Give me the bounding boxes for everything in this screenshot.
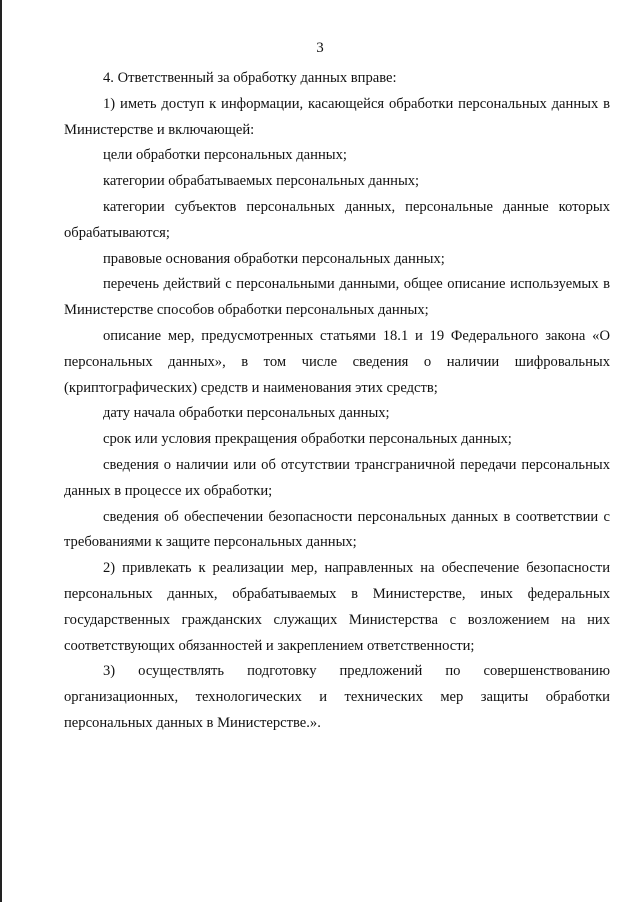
- paragraph-measures-description: описание мер, предусмотренных статьями 18.1 и 19 Федерального закона «О персональных данных», в том числе сведения о наличии шифровальных (криптографических) средств и наименования этих средств;: [64, 327, 610, 396]
- paragraph-subitem-1: 1) иметь доступ к информации, касающейся обработки персональных данных в Министерстве и включающей:: [64, 95, 610, 138]
- paragraph-item-4: 4. Ответственный за обработку данных вправе:: [103, 70, 397, 86]
- paragraph-cross-border-transfer: сведения о наличии или об отсутствии трансграничной передачи персональных данных в процессе их обработки;: [64, 456, 610, 499]
- paragraph-security-provision: сведения об обеспечении безопасности персональных данных в соответствии с требованиями к защите персональных данных;: [64, 508, 610, 551]
- paragraph-subject-categories: категории субъектов персональных данных, персональные данные которых обрабатываются;: [64, 198, 610, 241]
- paragraph-actions-list: перечень действий с персональными данными, общее описание используемых в Министерстве способов обработки персональных данных;: [64, 276, 610, 319]
- document-body: [64, 66, 610, 737]
- paragraph-processing-goals: цели обработки персональных данных;: [103, 147, 347, 164]
- paragraph-subitem-3: 3) осуществлять подготовку предложений по совершенствованию организационных, технологических и технических мер защиты обработки персональных данных в Министерстве.».: [64, 663, 610, 731]
- paragraph-subitem-2: 2) привлекать к реализации мер, направленных на обеспечение безопасности персональных данных, обрабатываемых в Министерстве, иных федеральных государственных гражданских служащих Министерства с возложением на них соответствующих обязанностей и закреплением ответственности;: [64, 560, 610, 654]
- paragraph-start-date: дату начала обработки персональных данных;: [103, 405, 390, 422]
- paragraph-data-categories: категории обрабатываемых персональных данных;: [103, 173, 420, 190]
- paragraph-legal-grounds: правовые основания обработки персональных данных;: [103, 250, 445, 267]
- paragraph-termination-terms: срок или условия прекращения обработки персональных данных;: [103, 431, 512, 448]
- page-number: 3: [316, 40, 324, 56]
